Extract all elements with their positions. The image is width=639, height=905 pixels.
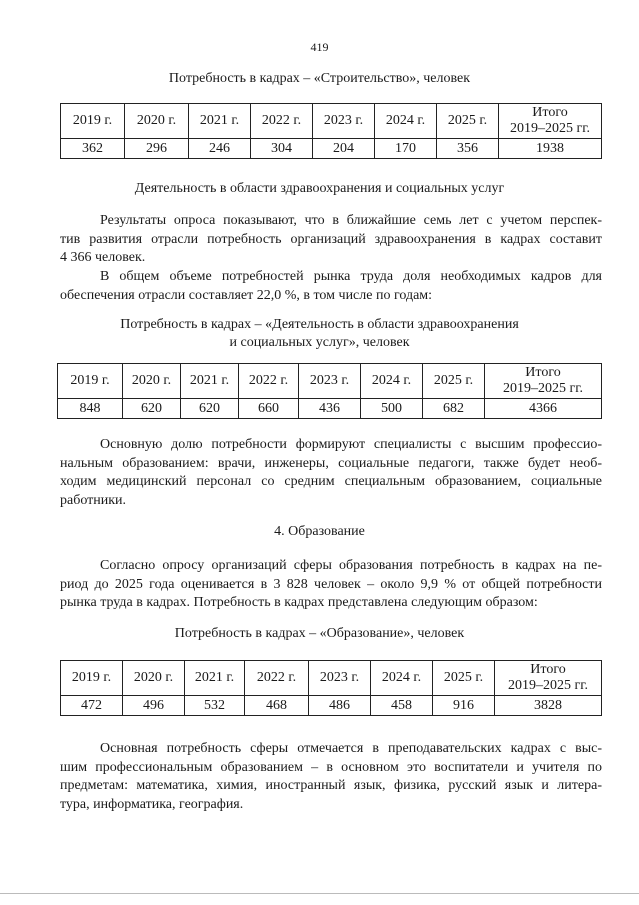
paragraph-health-intro bbox=[60, 212, 602, 268]
year-header: 2019 г. bbox=[61, 661, 123, 696]
table-header-row bbox=[58, 364, 602, 399]
section-title-health: Деятельность в области здравоохранения и социальных услуг bbox=[134, 181, 505, 196]
year-header: 2021 г. bbox=[181, 364, 239, 399]
year-header: 2022 г. bbox=[251, 104, 313, 139]
caption-line: Потребность в кадрах – «Деятельность в области здравоохранения bbox=[120, 317, 519, 332]
text-line: тив развития отрасли потребность организаций здравоохранения в кадрах составит bbox=[60, 231, 602, 247]
caption-line: и социальных услуг», человек bbox=[229, 335, 410, 350]
table-caption-construction: Потребность в кадрах – «Строительство», человек bbox=[168, 71, 471, 86]
total-header-line1: Итого bbox=[525, 365, 561, 380]
text-line: Результаты опроса показывают, что в ближайшие семь лет с учетом перспек- bbox=[100, 213, 602, 228]
text-line: рынка труда в кадрах. Потребность в кадрах представлена следующим образом: bbox=[60, 595, 538, 610]
text-line: работники. bbox=[60, 492, 127, 508]
total-header bbox=[485, 364, 602, 399]
table-cell: 620 bbox=[123, 399, 181, 419]
text-line: Согласно опросу организаций сферы образования потребность в кадрах на пе- bbox=[100, 558, 602, 573]
section-title-education: 4. Образование bbox=[274, 524, 365, 539]
table-cell: 500 bbox=[361, 399, 423, 419]
year-header: 2022 г. bbox=[239, 364, 299, 399]
year-header: 2020 г. bbox=[123, 661, 185, 696]
year-header: 2024 г. bbox=[361, 364, 423, 399]
table-cell: 486 bbox=[309, 696, 371, 716]
year-header: 2020 г. bbox=[125, 104, 189, 139]
paragraph-health-structure bbox=[60, 436, 602, 510]
table-cell: 246 bbox=[189, 139, 251, 159]
health-demand-table bbox=[57, 363, 602, 419]
table-cell: 682 bbox=[423, 399, 485, 419]
text-line: тура, информатика, география. bbox=[60, 796, 244, 812]
year-header: 2025 г. bbox=[437, 104, 499, 139]
table-total-cell: 3828 bbox=[495, 696, 602, 716]
year-header: 2019 г. bbox=[58, 364, 123, 399]
total-header-line1: Итого bbox=[530, 662, 566, 677]
table-cell: 848 bbox=[58, 399, 123, 419]
table-values-row bbox=[61, 696, 602, 716]
table-cell: 362 bbox=[61, 139, 125, 159]
table-cell: 458 bbox=[371, 696, 433, 716]
table-cell: 296 bbox=[125, 139, 189, 159]
table-values-row bbox=[58, 399, 602, 419]
total-header-line1: Итого bbox=[532, 105, 568, 120]
table-cell: 472 bbox=[61, 696, 123, 716]
education-demand-table bbox=[60, 660, 602, 716]
table-cell: 496 bbox=[123, 696, 185, 716]
text-line: Основная потребность сферы отмечается в преподавательских кадрах с выс- bbox=[100, 741, 602, 756]
year-header: 2021 г. bbox=[189, 104, 251, 139]
year-header: 2020 г. bbox=[123, 364, 181, 399]
total-header bbox=[499, 104, 602, 139]
table-cell: 304 bbox=[251, 139, 313, 159]
table-header-row bbox=[61, 104, 602, 139]
table-total-cell: 1938 bbox=[499, 139, 602, 159]
text-line: 4 366 человек. bbox=[60, 250, 146, 265]
year-header: 2025 г. bbox=[433, 661, 495, 696]
year-header: 2021 г. bbox=[185, 661, 245, 696]
year-header: 2019 г. bbox=[61, 104, 125, 139]
table-cell: 660 bbox=[239, 399, 299, 419]
construction-demand-table bbox=[60, 103, 602, 159]
table-cell: 356 bbox=[437, 139, 499, 159]
text-line: обеспечения отрасли составляет 22,0 %, в том числе по годам: bbox=[60, 287, 433, 303]
table-cell: 170 bbox=[375, 139, 437, 159]
table-cell: 436 bbox=[299, 399, 361, 419]
text-line: риод до 2025 года оценивается в 3 828 человек – около 9,9 % от общей потребности bbox=[60, 576, 602, 592]
table-caption-health bbox=[0, 316, 639, 352]
table-total-cell: 4366 bbox=[485, 399, 602, 419]
text-line: ходим медицинский персонал со средним специальным образованием, социальные bbox=[60, 474, 602, 489]
year-header: 2024 г. bbox=[371, 661, 433, 696]
page-number: 419 bbox=[310, 40, 329, 54]
year-header: 2023 г. bbox=[299, 364, 361, 399]
table-cell: 204 bbox=[313, 139, 375, 159]
paragraph-health-share bbox=[60, 268, 602, 305]
text-line: В общем объеме потребностей рынка труда доля необходимых кадров для bbox=[100, 269, 602, 284]
total-header-line2: 2019–2025 гг. bbox=[510, 121, 590, 136]
year-header: 2025 г. bbox=[423, 364, 485, 399]
text-line: шим профессиональным образованием – в основном это воспитатели и учителя по bbox=[60, 759, 602, 775]
paragraph-education-structure bbox=[60, 740, 602, 814]
total-header-line2: 2019–2025 гг. bbox=[503, 381, 583, 396]
scan-bottom-edge bbox=[0, 893, 639, 894]
year-header: 2022 г. bbox=[245, 661, 309, 696]
year-header: 2023 г. bbox=[309, 661, 371, 696]
total-header bbox=[495, 661, 602, 696]
table-cell: 532 bbox=[185, 696, 245, 716]
table-values-row bbox=[61, 139, 602, 159]
table-cell: 620 bbox=[181, 399, 239, 419]
paragraph-education-intro bbox=[60, 557, 602, 613]
year-header: 2023 г. bbox=[313, 104, 375, 139]
table-header-row bbox=[61, 661, 602, 696]
text-line: Основную долю потребности формируют специалисты с высшим профессио- bbox=[100, 437, 602, 452]
table-cell: 916 bbox=[433, 696, 495, 716]
text-line: предметам: математика, химия, иностранный язык, физика, русский язык и литера- bbox=[60, 778, 602, 793]
table-cell: 468 bbox=[245, 696, 309, 716]
total-header-line2: 2019–2025 гг. bbox=[508, 678, 588, 693]
text-line: нальным образованием: врачи, инженеры, социальные педагоги, также будет необ- bbox=[60, 455, 602, 471]
year-header: 2024 г. bbox=[375, 104, 437, 139]
table-caption-education: Потребность в кадрах – «Образование», человек bbox=[174, 626, 465, 641]
